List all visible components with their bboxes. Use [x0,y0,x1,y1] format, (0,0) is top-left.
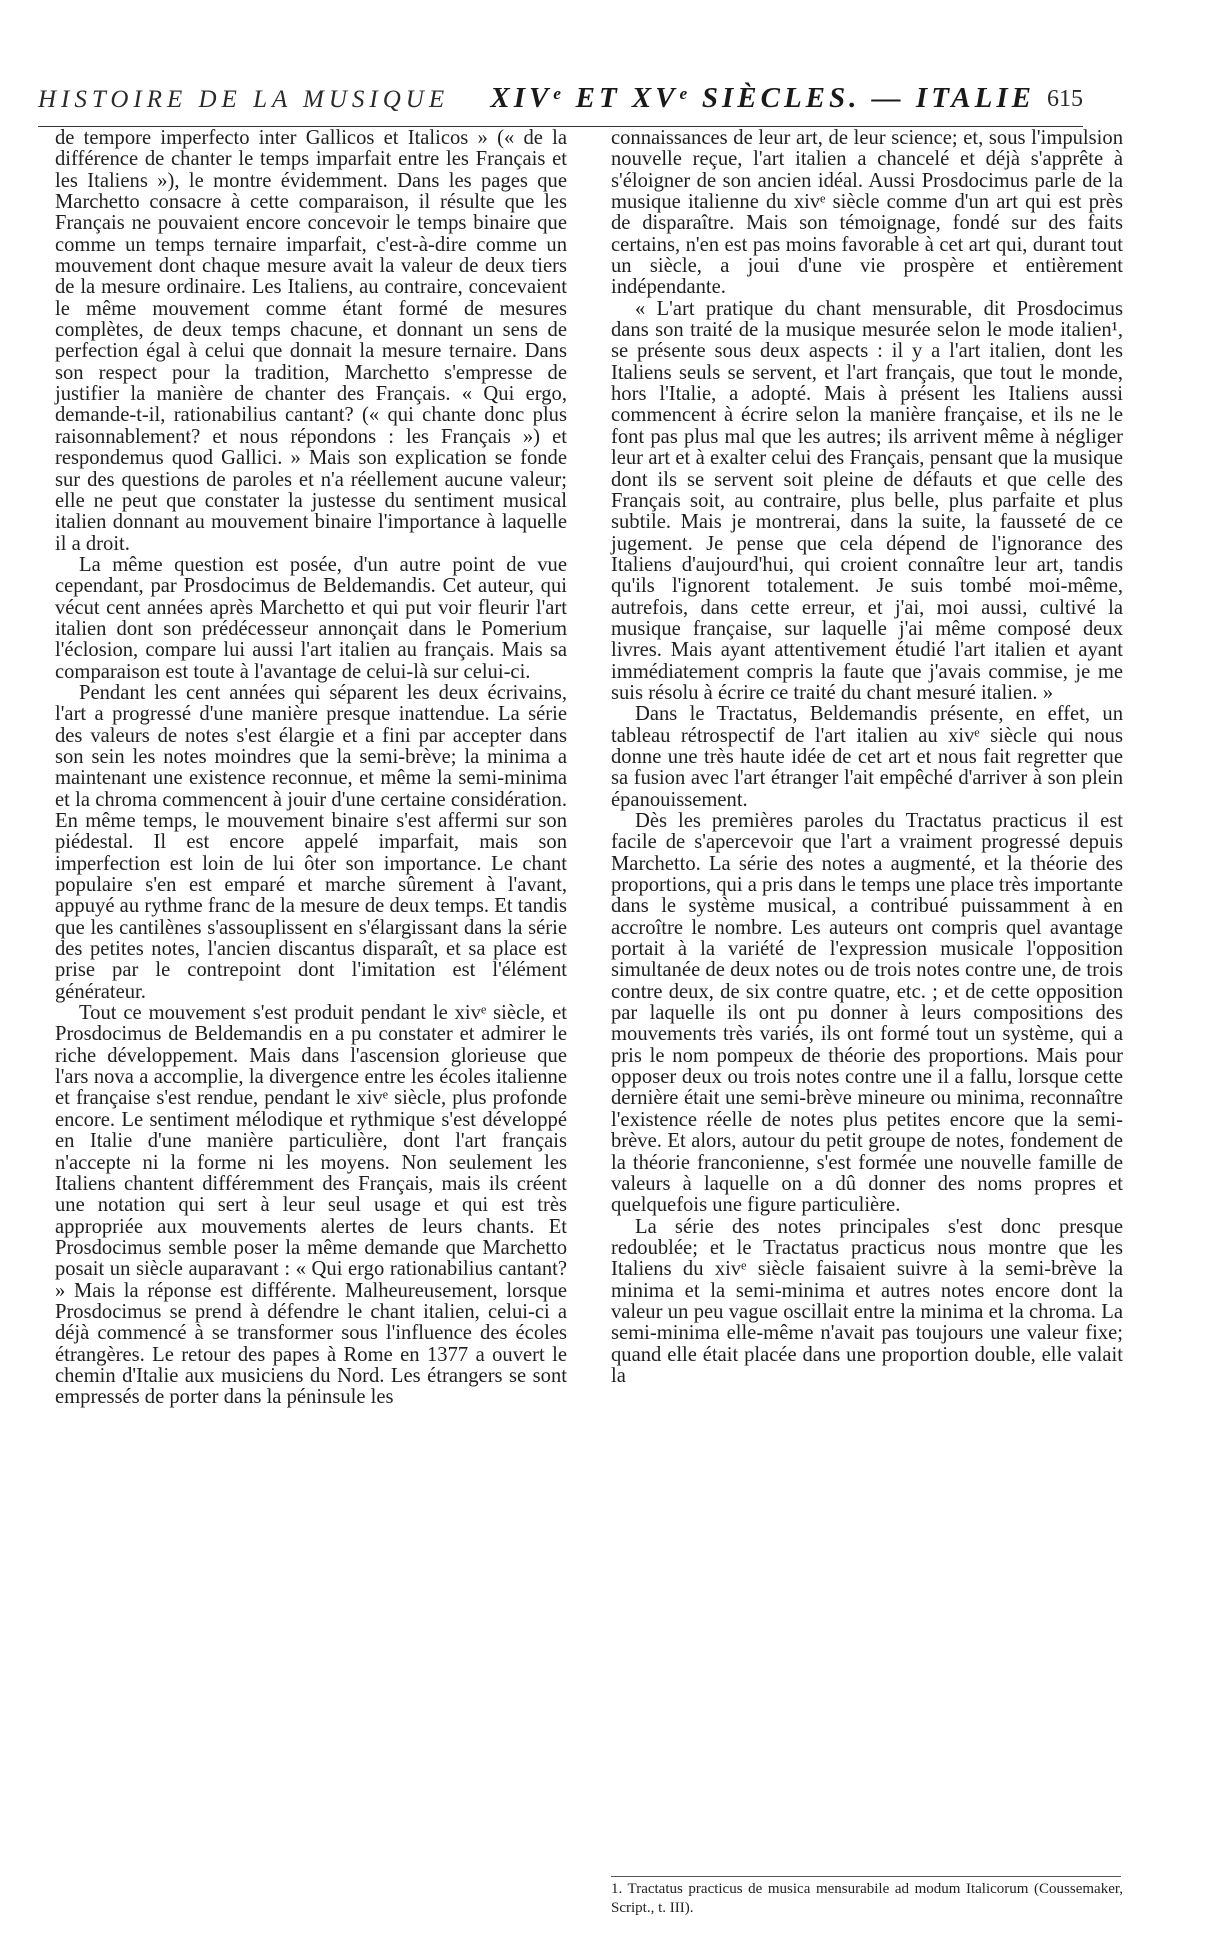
footnote: 1. Tractatus practicus de musica mensurabile ad modum Italicorum (Coussemaker, Script., t. III). [611,1881,1123,1916]
paragraph: « L'art pratique du chant mensurable, dit Prosdocimus dans son traité de la musique mesurée selon le mode italien¹, se présente sous deux aspects : il y a l'art italien, dont les Italiens seuls se servent, et l'art français, que tout le monde, hors l'Italie, a adopté. Mais à présent les Italiens aussi commencent à écrire selon la manière française, et ils ne le font pas plus mal que les autres; ils arrivent même à négliger leur art et à exalter celui des Français, pensant que la musique dont ils se servent soit pleine de défauts et que celle des Français soit, au contraire, plus belle, plus parfaite et plus subtile. Mais je montrerai, dans la suite, la fausseté de ce jugement. Je pense que cela dépend de l'ignorance des Italiens d'aujourd'hui, qui croient connaître leur art, tandis qu'ils l'ignorent totalement. Je suis tombé moi-même, autrefois, dans cette erreur, et j'ai, moi aussi, cultivé la musique française, sur laquelle j'ai même composé deux livres. Mais ayant attentivement étudié l'art italien et ayant immédiatement compris la faute que j'avais commise, je me suis résolu à écrire ce traité du chant mesuré italien. » [611,297,1123,704]
right-column [611,128,1123,1387]
running-title-left: HISTOIRE DE LA MUSIQUE [38,86,450,113]
page-number: 615 [1047,86,1083,112]
paragraph: Tout ce mouvement s'est produit pendant le xivᵉ siècle, et Prosdocimus de Beldemandis en a pu constater et admirer le riche développement. Mais dans l'ascension glorieuse que l'ars nova a accomplie, la divergence entre les écoles italienne et française s'est rendue, pendant le xivᵉ siècle, plus profonde encore. Le sentiment mélodique et rythmique s'est développé en Italie d'une manière particulière, dont l'art français n'accepte ni la forme ni les moyens. Non seulement les Italiens chantent différemment des Français, mais ils créent une notation qui sert à leur seul usage et qui est très appropriée aux mouvements alertes de leurs chants. Et Prosdocimus semble poser la même demande que Marchetto posait un siècle auparavant : « Qui ergo rationabilius cantant? » Mais la réponse est différente. Malheureusement, lorsque Prosdocimus se prend à défendre le chant italien, celui-ci a déjà commencé à se transformer sous l'influence des écoles étrangères. Le retour des papes à Rome en 1377 a ouvert le chemin d'Italie aux musiciens du Nord. Les étrangers se sont empressés de porter dans la péninsule les [55,1002,567,1409]
footnote-rule [611,1876,1121,1877]
paragraph: Dès les premières paroles du Tractatus practicus il est facile de s'apercevoir que l'art a vraiment progressé depuis Marchetto. La série des notes a augmenté, et la théorie des proportions, qui a pris dans le temps une place très importante dans le système musical, a contribué puissamment à en accroître le nombre. Les auteurs ont compris quel avantage portait à la variété de l'expression musicale l'opposition simultanée de deux notes ou de trois notes contre une, de trois contre deux, de six contre quatre, etc. ; et de cette opposition par laquelle ils ont pu donner à leurs compositions des mouvements très variés, ils ont formé tout un système, qui a pris le nom pompeux de théorie des proportions. Mais pour opposer deux ou trois notes contre une il a fallu, lorsque cette dernière était une semi-brève mineure ou minima, reconnaître l'existence réelle de notes plus petites encore que la semi-brève. Et alors, autour du petit groupe de notes, fondement de la théorie franconienne, s'est formée une nouvelle famille de valeurs à laquelle on a dû donner des noms propres et quelquefois une figure particulière. [611,810,1123,1217]
paragraph: La série des notes principales s'est donc presque redoublée; et le Tractatus practicus nous montre que les Italiens du xivᵉ siècle faisaient suivre à la semi-brève la minima et la semi-minima et autres notes encore dont la valeur un peu vague oscillait entre la minima et la chroma. La semi-minima elle-même n'avait pas toujours une valeur fixe; quand elle était placée dans une proportion double, elle valait la [611,1215,1123,1387]
paragraph: La même question est posée, d'un autre point de vue cependant, par Prosdocimus de Beldemandis. Cet auteur, qui vécut cent années après Marchetto et qui put voir fleurir l'art italien dont son prédécesseur annonçait dans le Pomerium l'éclosion, compare lui aussi l'art italien au français. Mais sa comparaison est toute à l'avantage de celui-là sur celui-ci. [55,553,567,683]
left-column [55,128,567,1409]
running-title-right: XIVᵉ ET XVᵉ SIÈCLES. — ITALIE [490,82,1035,114]
paragraph: Pendant les cent années qui séparent les deux écrivains, l'art a progressé d'une manière presque inattendue. La série des valeurs de notes s'est élargie et a fini par accepter dans son sein les notes moindres que la semi-brève; la minima a maintenant une existence reconnue, et même la semi-minima et la chroma commencent à jouir d'une certaine considération. En même temps, le mouvement binaire s'est affermi sur son piédestal. Il est encore appelé imparfait, mais son imperfection est loin de lui ôter son importance. Le chant populaire s'en est emparé et marche sûrement à l'avant, appuyé au rythme franc de la mesure de deux temps. Et tandis que les cantilènes s'assouplissent en s'élargissant dans la série des petites notes, l'ancien discantus disparaît, et sa place est prise par le contrepoint dont l'imitation est l'élément générateur. [55,681,567,1003]
running-header [38,82,1083,122]
paragraph: Dans le Tractatus, Beldemandis présente, en effet, un tableau rétrospectif de l'art italien au xivᵉ siècle qui nous donne une très haute idée de cet art et nous fait regretter que sa fusion avec l'art étranger l'ait empêché d'arriver à son plein épanouissement. [611,703,1123,811]
paragraph: de tempore imperfecto inter Gallicos et Italicos » (« de la différence de chanter le temps imparfait entre les Français et les Italiens »), le montre évidemment. Dans les pages que Marchetto consacre à cette comparaison, il résulte que les Français ne pouvaient encore concevoir le temps binaire que comme un temps ternaire imparfait, c'est-à-dire comme un mouvement dont chaque mesure avait la valeur de deux tiers de la mesure ordinaire. Les Italiens, au contraire, concevaient le même mouvement comme étant formé de mesures complètes, de deux temps chacune, et donnant un sens de perfection égal à celui que donnait la mesure ternaire. Dans son respect pour la tradition, Marchetto s'empresse de justifier la manière de chanter des Français. « Qui ergo, demande-t-il, rationabilius cantant? (« qui chante donc plus raisonnablement? et nous répondons : les Français ») et respondemus quod Gallici. » Mais son explication se fonde sur des questions de paroles et n'a réellement aucune valeur; elle ne peut que constater la justesse du sentiment musical italien donnant au mouvement binaire l'importance à laquelle il a droit. [55,127,567,555]
paragraph: connaissances de leur art, de leur science; et, sous l'impulsion nouvelle reçue, l'art italien a chancelé et déjà s'apprête à s'éloigner de son ancien idéal. Aussi Prosdocimus parle de la musique italienne du xivᵉ siècle comme d'un art qui est près de disparaître. Mais son témoignage, fondé sur des faits certains, n'en est pas moins favorable à cet art qui, durant tout un siècle, a joui d'une vie prospère et entièrement indépendante. [611,127,1123,299]
